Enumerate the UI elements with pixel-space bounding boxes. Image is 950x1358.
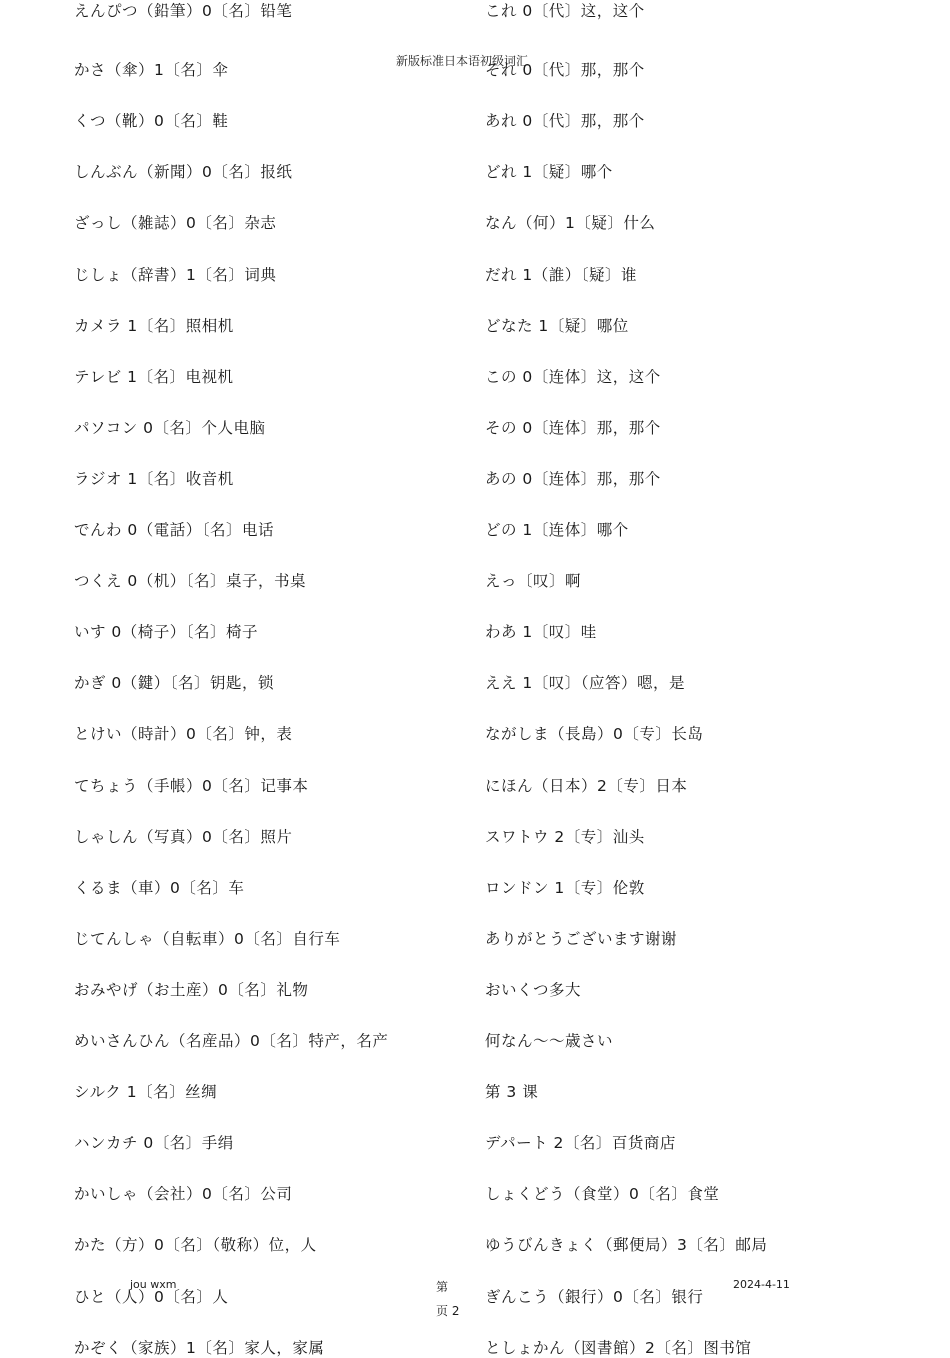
vocab-entry-left: めいさんひん（名産品）0〔名〕特产，名产 <box>74 1032 389 1050</box>
vocab-entry-left: じしょ（辞書）1〔名〕词典 <box>74 266 277 284</box>
vocab-entry-left: とけい（時計）0〔名〕钟，表 <box>74 725 293 743</box>
vocab-entry-right: その 0〔连体〕那，那个 <box>485 419 661 437</box>
vocab-entry-right: としょかん（図書館）2〔名〕图书馆 <box>485 1339 752 1357</box>
vocab-entry-left: かた（方）0〔名〕（敬称）位，人 <box>74 1236 317 1254</box>
vocab-entry-right: ぎんこう（銀行）0〔名〕银行 <box>485 1288 704 1306</box>
vocab-entry-right: ながしま（長島）0〔专〕长岛 <box>485 725 704 743</box>
vocab-entry-right: しょくどう（食堂）0〔名〕食堂 <box>485 1185 720 1203</box>
vocab-entry-right: スワトウ 2〔专〕汕头 <box>485 828 645 846</box>
vocab-entry-left: シルク 1〔名〕丝绸 <box>74 1083 218 1101</box>
footer-page-label-top: 第 <box>436 1280 449 1294</box>
vocab-entry-right: どれ 1〔疑〕哪个 <box>485 163 613 181</box>
footer-date: 2024-4-11 <box>733 1278 790 1291</box>
vocab-entry-left: かさ（傘）1〔名〕伞 <box>74 61 229 79</box>
vocab-entry-right: どの 1〔连体〕哪个 <box>485 521 629 539</box>
vocab-entry-right: 第 3 课 <box>485 1083 539 1101</box>
vocab-entry-left: カメラ 1〔名〕照相机 <box>74 317 234 335</box>
vocab-entry-right: ええ 1〔叹〕（应答）嗯，是 <box>485 674 686 692</box>
vocab-entry-left: テレビ 1〔名〕电视机 <box>74 368 234 386</box>
vocab-entry-right: えっ〔叹〕啊 <box>485 572 582 590</box>
vocab-entry-left: しゃしん（写真）0〔名〕照片 <box>74 828 293 846</box>
vocab-entry-left: おみやげ（お土産）0〔名〕礼物 <box>74 981 309 999</box>
vocab-entry-right: デパート 2〔名〕百货商店 <box>485 1134 676 1152</box>
vocab-entry-left: じてんしゃ（自転車）0〔名〕自行车 <box>74 930 341 948</box>
vocab-entry-right: だれ 1（誰）〔疑〕谁 <box>485 266 638 284</box>
vocab-entry-right: これ 0〔代〕这，这个 <box>485 2 645 20</box>
vocab-entry-left: かぎ 0（鍵）〔名〕钥匙，锁 <box>74 674 275 692</box>
vocab-entry-right: おいくつ多大 <box>485 981 582 999</box>
vocab-entry-right: にほん（日本）2〔专〕日本 <box>485 777 688 795</box>
vocab-entry-left: ラジオ 1〔名〕收音机 <box>74 470 234 488</box>
vocab-entry-left: いす 0（椅子）〔名〕椅子 <box>74 623 259 641</box>
vocab-entry-right: それ 0〔代〕那，那个 <box>485 61 645 79</box>
vocab-entry-right: あの 0〔连体〕那，那个 <box>485 470 661 488</box>
vocab-entry-right: なん（何）1〔疑〕什么 <box>485 214 656 232</box>
vocab-entry-right: この 0〔连体〕这，这个 <box>485 368 661 386</box>
vocab-entry-left: かいしゃ（会社）0〔名〕公司 <box>74 1185 293 1203</box>
vocab-entry-right: あれ 0〔代〕那，那个 <box>485 112 645 130</box>
vocab-entry-right: ありがとうございます谢谢 <box>485 930 678 948</box>
vocab-entry-left: でんわ 0（電話）〔名〕电话 <box>74 521 275 539</box>
vocab-entry-left: くるま（車）0〔名〕车 <box>74 879 245 897</box>
vocab-entry-left: ひと（人）0〔名〕人 <box>74 1288 229 1306</box>
vocab-entry-right: ゆうびんきょく（郵便局）3〔名〕邮局 <box>485 1236 768 1254</box>
vocab-entry-left: かぞく（家族）1〔名〕家人，家属 <box>74 1339 325 1357</box>
vocab-entry-right: 何なん〜〜歳さい <box>485 1032 614 1050</box>
vocab-entry-right: ロンドン 1〔专〕伦敦 <box>485 879 645 897</box>
vocab-entry-left: ハンカチ 0〔名〕手绢 <box>74 1134 234 1152</box>
footer-page-label-bottom: 页 2 <box>436 1304 460 1318</box>
vocab-entry-left: くつ（靴）0〔名〕鞋 <box>74 112 229 130</box>
vocab-entry-left: パソコン 0〔名〕个人电脑 <box>74 419 266 437</box>
footer-author: jou wxm <box>130 1278 177 1291</box>
vocab-entry-left: えんぴつ（鉛筆）0〔名〕铅笔 <box>74 2 293 20</box>
vocab-entry-right: わあ 1〔叹〕哇 <box>485 623 597 641</box>
vocab-entry-right: どなた 1〔疑〕哪位 <box>485 317 629 335</box>
vocab-entry-left: ざっし（雑誌）0〔名〕杂志 <box>74 214 277 232</box>
vocab-entry-left: しんぶん（新聞）0〔名〕报纸 <box>74 163 293 181</box>
vocab-entry-left: つくえ 0（机）〔名〕桌子，书桌 <box>74 572 307 590</box>
header-title: 新版标准日本语初级词汇 <box>396 54 529 68</box>
vocab-entry-left: てちょう（手帳）0〔名〕记事本 <box>74 777 309 795</box>
